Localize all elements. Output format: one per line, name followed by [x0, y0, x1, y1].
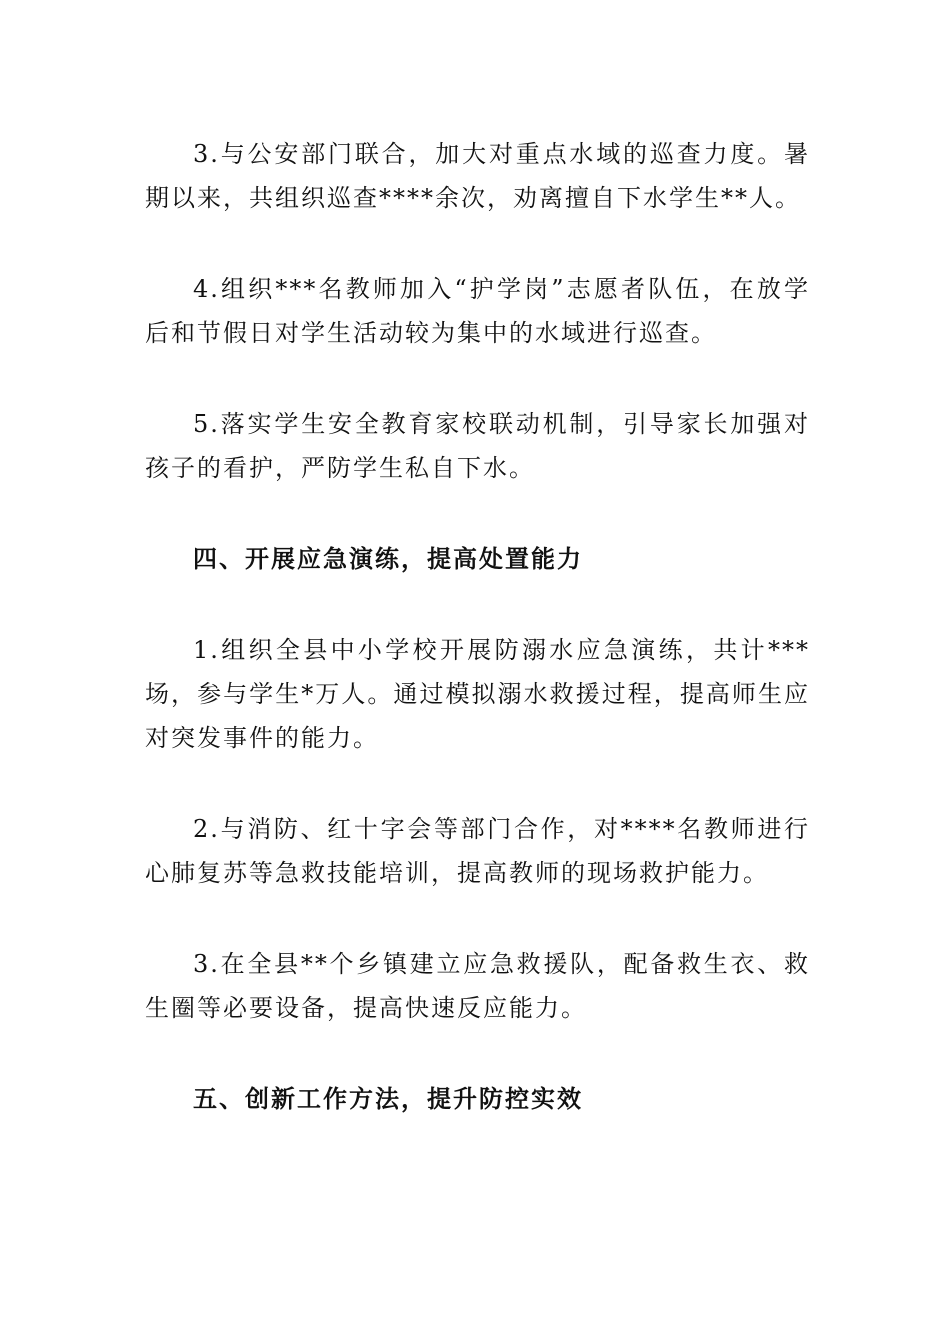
document-body — [145, 132, 810, 1168]
section-heading-five: 五、创新工作方法，提升防控实效 — [193, 1085, 583, 1113]
paragraph-home-school: 5.落实学生安全教育家校联动机制，引导家长加强对孩子的看护，严防学生私自下水。 — [145, 410, 810, 482]
paragraph-patrol-police: 3.与公安部门联合，加大对重点水域的巡查力度。暑期以来，共组织巡查****余次，劝离擅自下水学生**人。 — [145, 140, 810, 212]
section-heading-four: 四、开展应急演练，提高处置能力 — [193, 545, 583, 573]
paragraph-volunteer-teachers: 4.组织***名教师加入“护学岗”志愿者队伍，在放学后和节假日对学生活动较为集中的水域进行巡查。 — [145, 275, 810, 347]
paragraph-rescue-teams: 3.在全县**个乡镇建立应急救援队，配备救生衣、救生圈等必要设备，提高快速反应能力。 — [145, 950, 810, 1022]
paragraph-emergency-drill: 1.组织全县中小学校开展防溺水应急演练，共计***场，参与学生*万人。通过模拟溺水救援过程，提高师生应对突发事件的能力。 — [145, 636, 810, 752]
paragraph-first-aid-training: 2.与消防、红十字会等部门合作，对****名教师进行心肺复苏等急救技能培训，提高教师的现场救护能力。 — [145, 815, 810, 887]
